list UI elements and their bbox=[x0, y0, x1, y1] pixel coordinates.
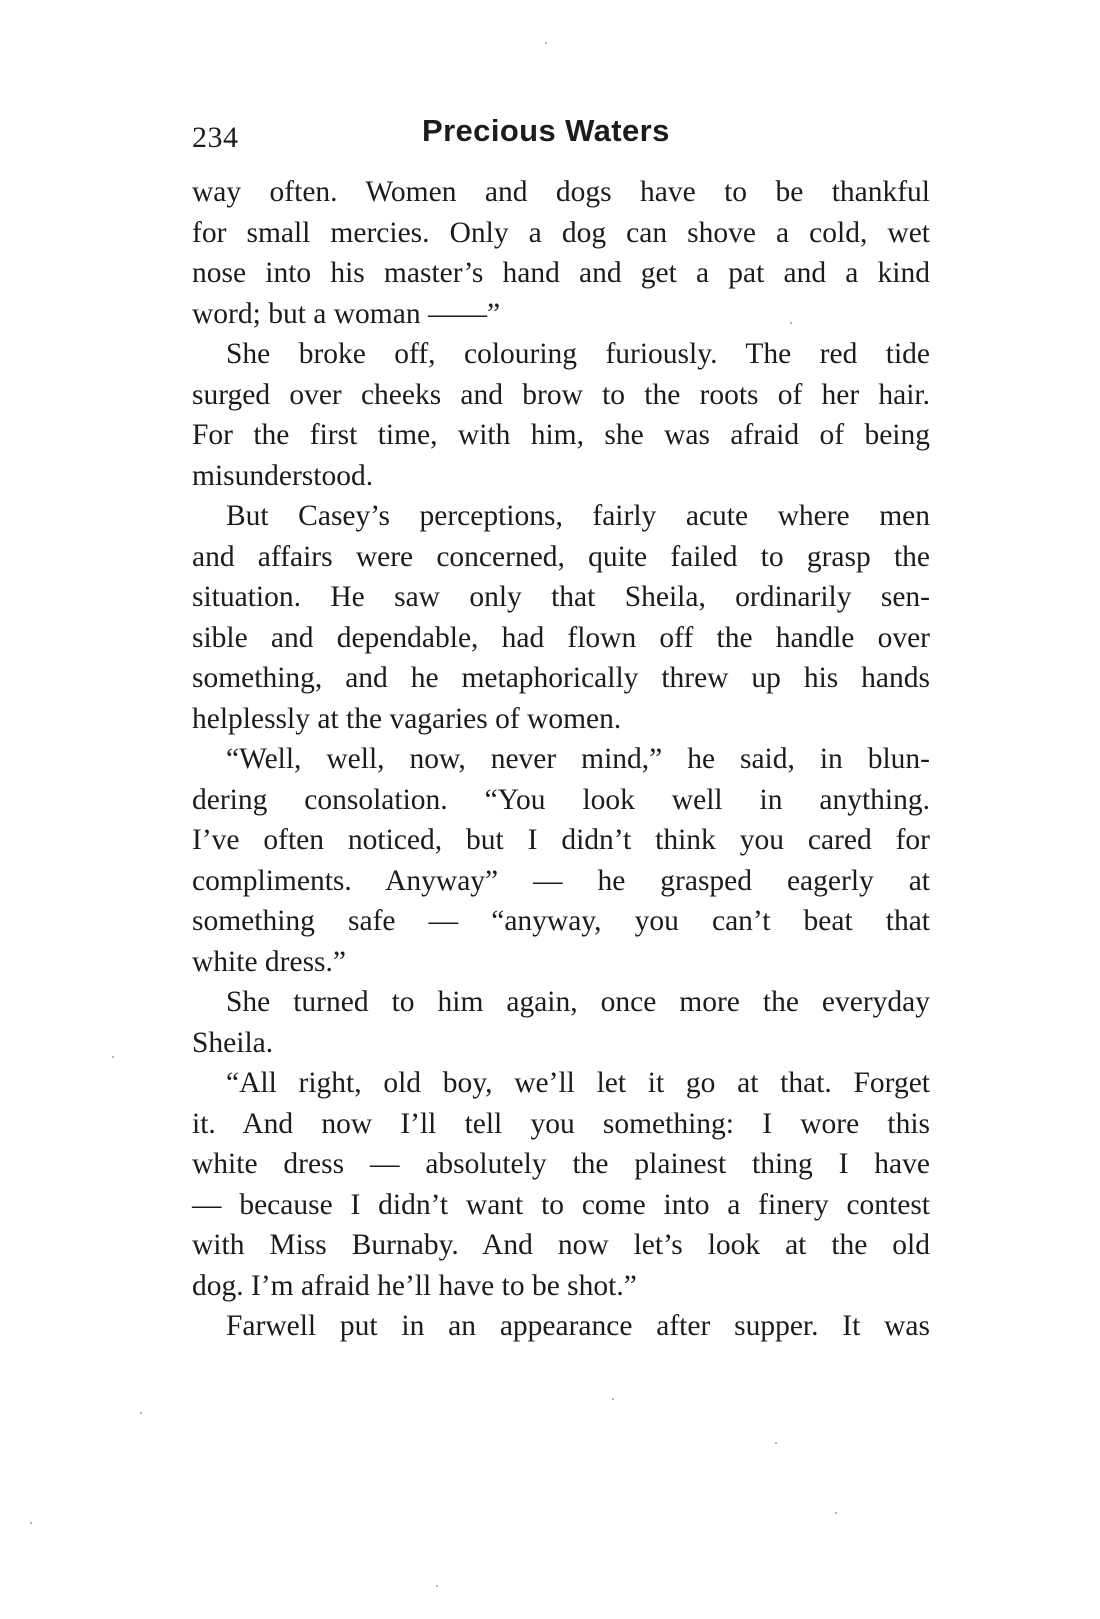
text-line: “Well, well, now, never mind,” he said, in blun- bbox=[226, 743, 930, 775]
text-line: dering consolation. “You look well in anything. bbox=[192, 783, 930, 816]
text-line: misunderstood. bbox=[192, 459, 374, 492]
text-line: — because I didn’t want to come into a finery contest bbox=[192, 1188, 930, 1221]
text-line: with Miss Burnaby. And now let’s look at the old bbox=[192, 1229, 930, 1261]
text-line: white dress.” bbox=[192, 945, 347, 978]
text-line: She turned to him again, once more the everyday bbox=[226, 986, 930, 1018]
text-line: and affairs were concerned, quite failed to grasp the bbox=[192, 540, 930, 573]
text-line: situation. He saw only that Sheila, ordinarily sen- bbox=[192, 581, 930, 613]
page-number: 234 bbox=[192, 121, 239, 154]
text-line: dog. I’m afraid he’ll have to be shot.” bbox=[192, 1269, 637, 1302]
text-line: for small mercies. Only a dog can shove a cold, wet bbox=[192, 216, 930, 249]
text-line: For the first time, with him, she was afraid of being bbox=[192, 419, 930, 451]
scan-speck bbox=[112, 1056, 114, 1058]
page-header bbox=[192, 113, 928, 161]
scan-speck bbox=[835, 1512, 837, 1514]
text-line: Sheila. bbox=[192, 1026, 274, 1059]
text-line: white dress — absolutely the plainest thing I have bbox=[192, 1148, 930, 1180]
text-line: But Casey’s perceptions, fairly acute where men bbox=[226, 500, 930, 532]
text-line: word; but a woman ——” bbox=[192, 297, 501, 330]
text-line: “All right, old boy, we’ll let it go at that. Forget bbox=[226, 1067, 930, 1099]
text-line: helplessly at the vagaries of women. bbox=[192, 702, 622, 735]
text-line: compliments. Anyway” — he grasped eagerly at bbox=[192, 864, 930, 897]
text-line: it. And now I’ll tell you something: I wore this bbox=[192, 1107, 930, 1140]
text-line: Farwell put in an appearance after supper. It was bbox=[226, 1310, 930, 1342]
text-line: something, and he metaphorically threw up his hands bbox=[192, 662, 930, 694]
scan-speck bbox=[545, 42, 547, 44]
text-line: sible and dependable, had flown off the handle over bbox=[192, 621, 930, 654]
scan-speck bbox=[790, 322, 792, 324]
text-line: She broke off, colouring furiously. The red tide bbox=[226, 338, 930, 370]
text-line: I’ve often noticed, but I didn’t think you cared for bbox=[192, 824, 930, 856]
text-line: way often. Women and dogs have to be thankful bbox=[192, 176, 930, 208]
scan-speck bbox=[140, 1412, 142, 1414]
scan-speck bbox=[436, 1585, 438, 1587]
text-line: nose into his master’s hand and get a pat and a kind bbox=[192, 257, 930, 289]
text-line: surged over cheeks and brow to the roots of her hair. bbox=[192, 378, 930, 411]
scan-speck bbox=[30, 1522, 32, 1524]
body-text bbox=[192, 172, 930, 1347]
text-line: something safe — “anyway, you can’t beat that bbox=[192, 905, 930, 937]
running-title: Precious Waters bbox=[422, 113, 670, 148]
scan-speck bbox=[612, 1398, 614, 1400]
scan-speck bbox=[775, 1442, 777, 1444]
